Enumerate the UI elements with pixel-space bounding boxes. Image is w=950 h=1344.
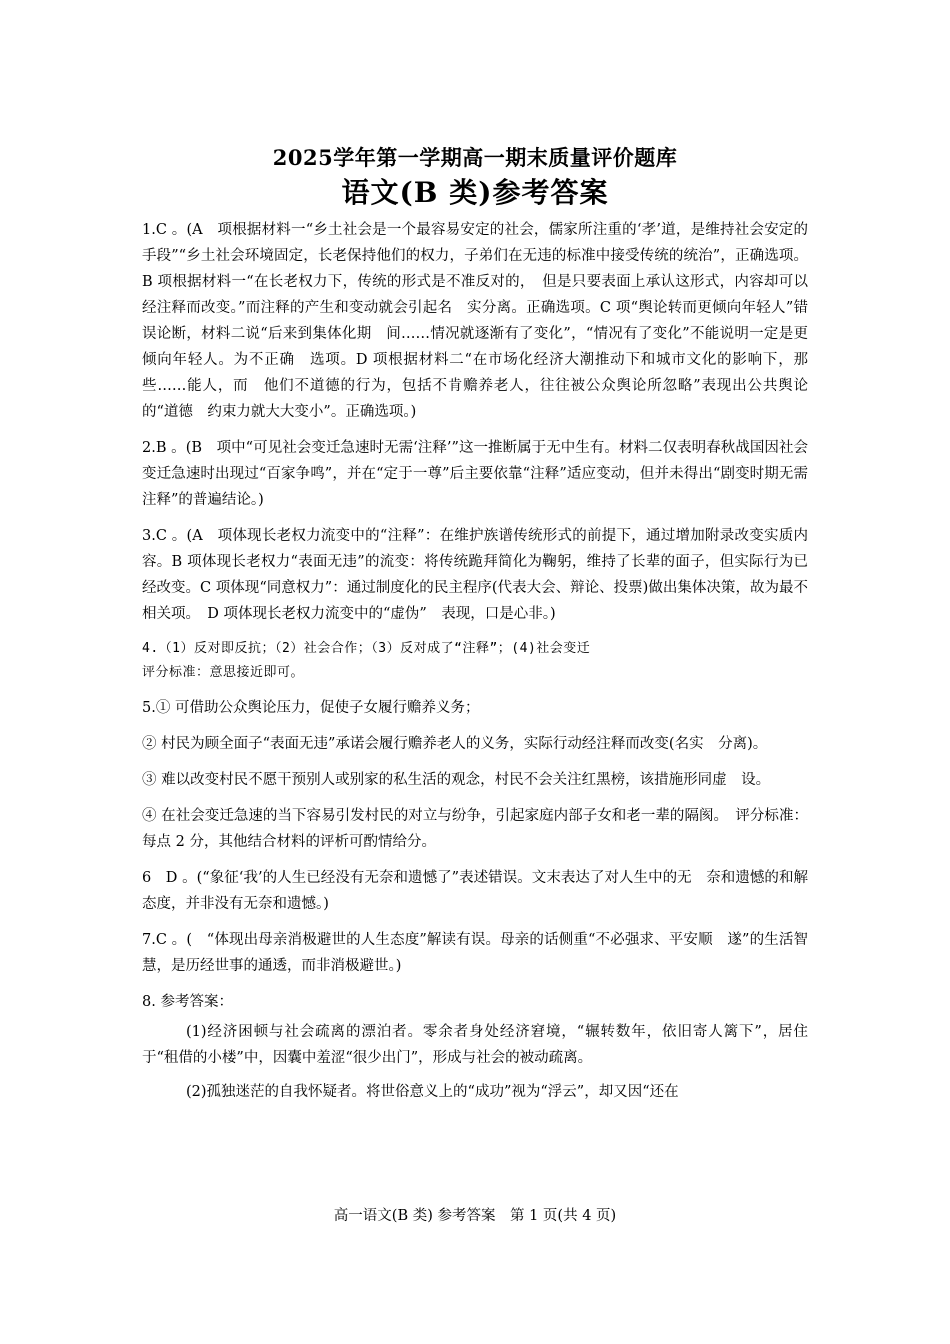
answer-4 xyxy=(142,637,808,685)
document-title: 2025学年第一学期高一期末质量评价题库 xyxy=(272,145,678,170)
answer-8-heading: 8. 参考答案： xyxy=(142,994,233,1010)
answer-8-point-1: (1)经济困顿与社会疏离的漂泊者。零余者身处经济窘境，“辗转数年，依旧寄人篱下”，居住于“租借的小楼”中，因囊中羞涩“很少出门”，形成与社会的被动疏离。 xyxy=(142,1024,808,1066)
document-subtitle: 语文(B 类)参考答案 xyxy=(341,176,609,209)
answer-3: 3.C 。(A 项体现长老权力流变中的“注释”：在维护族谱传统形式的前提下，通过增加附录改变实质内容。B 项体现长老权力“表面无违”的流变：将传统跪拜简化为鞠躬，维持了长辈的面子，但实际行为已经改变。C 项体现“同意权力”：通过制度化的民主程序(代表大会、辩论、投票)做出集体决策，故为最不相关项。 D 项体现长老权力流变中的“虚伪” 表现，口是心非。) xyxy=(142,528,808,622)
answer-5-point-2: ② 村民为顾全面子“表面无违”承诺会履行赡养老人的义务，实际行动经注释而改变(名实 分离)。 xyxy=(142,736,768,752)
answer-5-point-1: 5.① 可借助公众舆论压力，促使子女履行赡养义务； xyxy=(142,700,480,716)
answer-8-point-2: (2)孤独迷茫的自我怀疑者。将世俗意义上的“成功”视为“浮云”，却又因“还在 xyxy=(186,1084,679,1100)
answer-6: 6 D 。(“象征‘我’的人生已经没有无奈和遗憾了”表述错误。文末表达了对人生中的无 奈和遗憾的和解态度，并非没有无奈和遗憾。) xyxy=(142,870,808,912)
answer-4-scoring: 评分标准：意思接近即可。 xyxy=(142,665,305,680)
page-footer: 高一语文(B 类) 参考答案 第 1 页(共 4 页) xyxy=(333,1208,617,1224)
answer-1: 1.C 。(A 项根据材料一“乡土社会是一个最容易安定的社会，儒家所注重的‘孝’道，是维持社会安定的手段”“乡土社会环境固定，长老保持他们的权力，子弟们在无违的标准中接受传统的统治”，正确选项。B 项根据材料一“在长老权力下，传统的形式是不准反对的， 但是只要表面上承认这形式，内容却可以经注释而改变。”而注释的产生和变动就会引起名 实分离。正确选项。C 项“舆论转而更倾向年轻人”错误论断，材料二说“后来到集体化期 间……情况就逐渐有了变化”，“情况有了变化”不能说明一定是更倾向年轻人。为不正确 选项。D 项根据材料二“在市场化经济大潮推动下和城市文化的影响下，那些……能人，而 他们不道德的行为，包括不肯赡养老人，往往被公众舆论所忽略”表现出公共舆论的“道德 约束力就大大变小”。正确选项。) xyxy=(142,222,808,420)
answer-5-point-4: ④ 在社会变迁急速的当下容易引发村民的对立与纷争，引起家庭内部子女和老一辈的隔阂。 评分标准：每点 2 分，其他结合材料的评析可酌情给分。 xyxy=(142,808,808,850)
answer-7: 7.C 。( “体现出母亲消极避世的人生态度”解读有误。母亲的话侧重“不必强求、平安顺 遂”的生活智慧，是历经世事的通透，而非消极避世。) xyxy=(142,932,808,974)
answer-4-content: 4.（1）反对即反抗；（2）社会合作；（3）反对成了“注释”；(4)社会变迁 xyxy=(142,641,591,656)
answer-5-point-3: ③ 难以改变村民不愿干预别人或别家的私生活的观念，村民不会关注红黑榜，该措施形同虚 设。 xyxy=(142,772,771,788)
answer-2: 2.B 。(B 项中“可见社会变迁急速时无需‘注释’”这一推断属于无中生有。材料二仅表明春秋战国因社会变迁急速时出现过“百家争鸣”，并在“定于一尊”后主要依靠“注释”适应变动，但并未得出“剧变时期无需注释”的普遍结论。) xyxy=(142,440,808,508)
